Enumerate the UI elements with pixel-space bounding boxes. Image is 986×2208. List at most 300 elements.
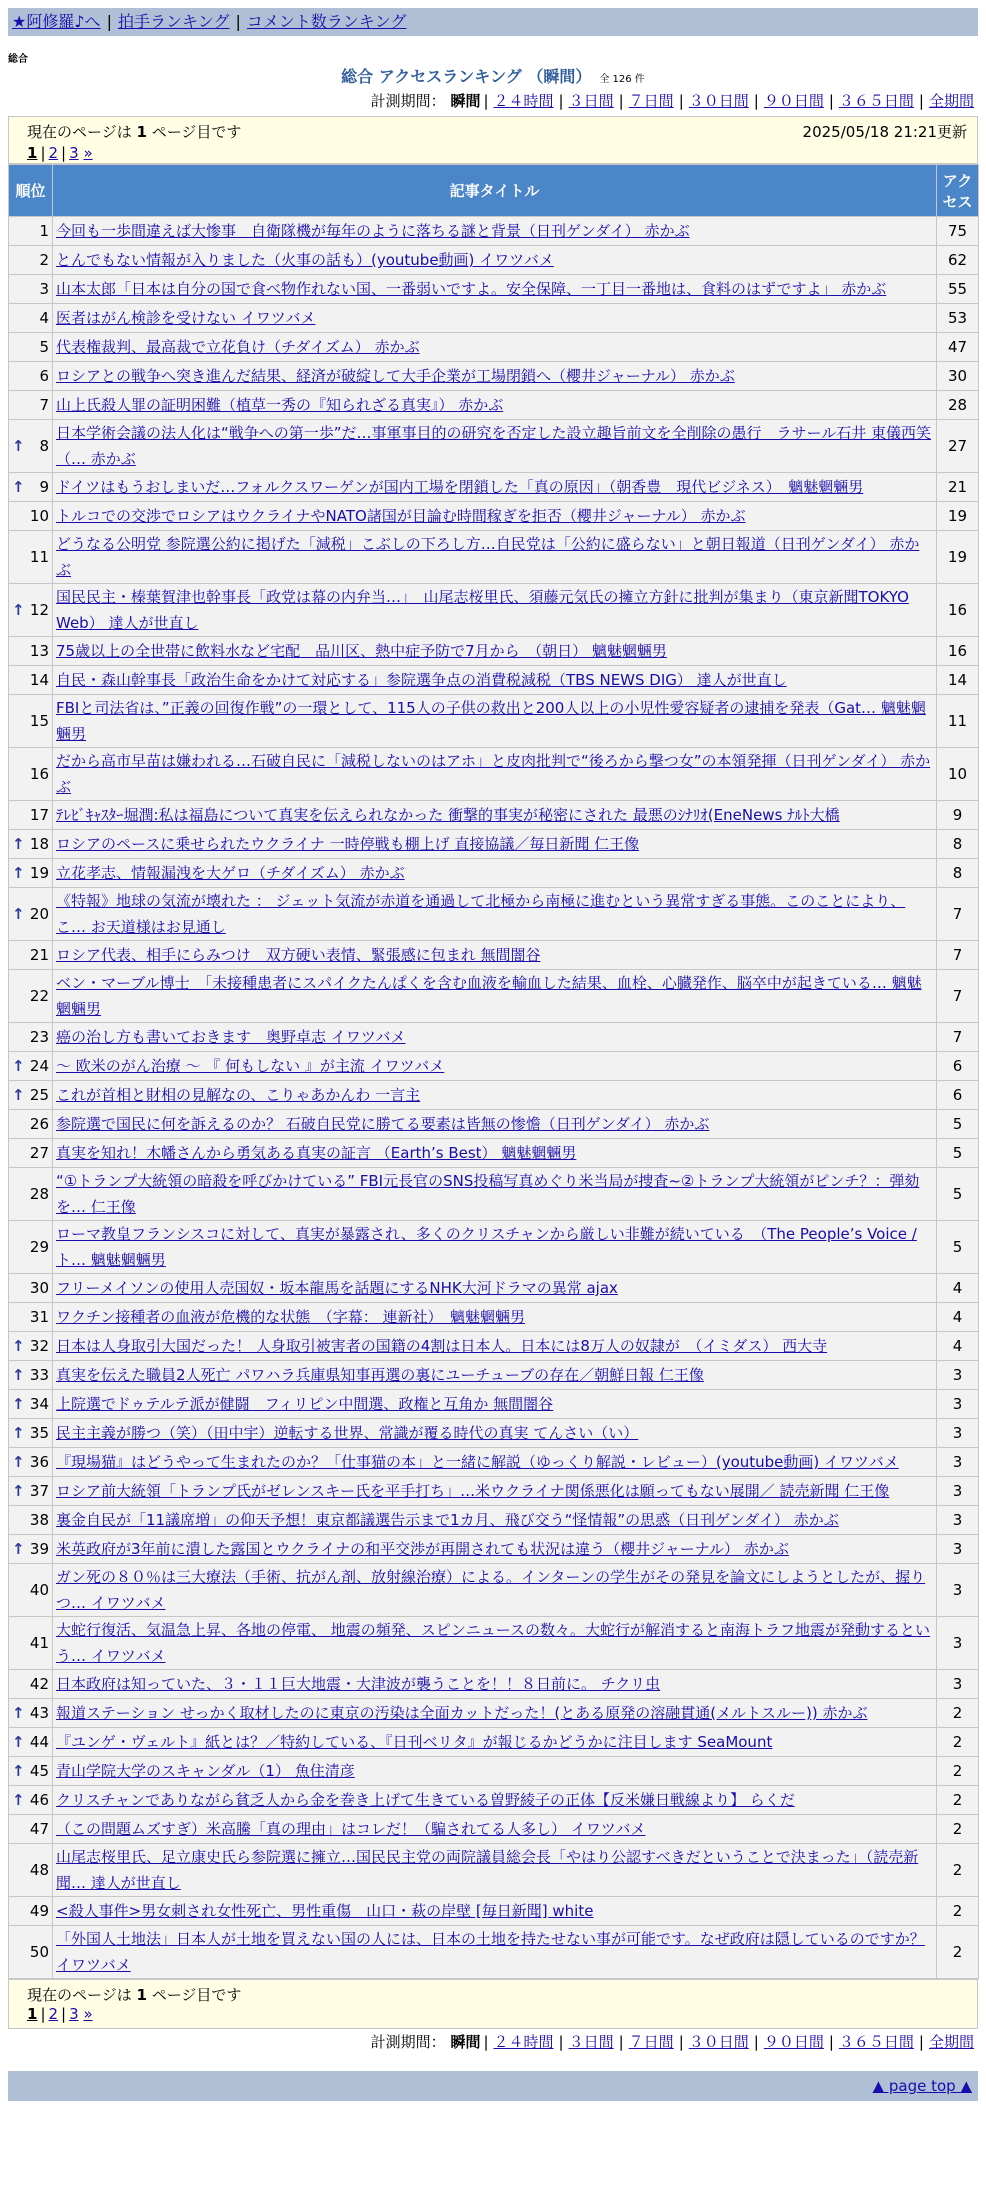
table-row: [9, 1303, 979, 1332]
rank-number: 17: [29, 806, 49, 824]
period-link-30d[interactable]: ３０日間: [688, 92, 749, 110]
bottom-period-current: 瞬間: [450, 2033, 481, 2051]
table-row: [9, 970, 979, 1023]
access-count: 2: [937, 1728, 979, 1757]
rank-number: 27: [29, 1144, 49, 1162]
rank-cell: [9, 304, 53, 333]
section-tag: 総合: [8, 54, 28, 65]
rank-number: 44: [29, 1733, 49, 1751]
title-cell: [53, 584, 937, 637]
article-link[interactable]: 今回も一歩間違えば大惨事 自衛隊機が毎年のように落ちる謎と背景（日刊ゲンダイ） 赤かぶ: [56, 222, 690, 240]
article-link[interactable]: ローマ教皇フランシスコに対して、真実が暴露され、多くのクリスチャンから厳しい非難が続いている （The People’s Voice / ト… 魑魅魍魎男: [56, 1225, 917, 1269]
table-row: [9, 275, 979, 304]
article-link[interactable]: 医者はがん検診を受けない イワツバメ: [56, 309, 316, 327]
title-cell: [53, 333, 937, 362]
period-link-24h[interactable]: ２４時間: [493, 92, 554, 110]
page-link-3[interactable]: 3: [69, 144, 79, 162]
access-count: 21: [937, 473, 979, 502]
rank-number: 31: [29, 1308, 49, 1326]
access-count: 5: [937, 1221, 979, 1274]
rank-up-arrow-icon: ↑: [12, 1057, 25, 1075]
rank-number: 26: [29, 1115, 49, 1133]
column-header-title: 記事タイトル: [53, 165, 937, 217]
access-count: 5: [937, 1139, 979, 1168]
period-label: 計測期間：: [370, 92, 446, 110]
separator: |: [235, 12, 241, 31]
rank-cell: [9, 1023, 53, 1052]
access-count: 2: [937, 1786, 979, 1815]
rank-cell: [9, 1303, 53, 1332]
article-link[interactable]: 自民・森山幹事長「政治生命をかけて対応する」参院選争点の消費税減税（TBS NEWS DIG） 達人が世直し: [56, 671, 787, 689]
rank-cell: [9, 666, 53, 695]
access-count: 3: [937, 1419, 979, 1448]
rank-number: 24: [29, 1057, 49, 1075]
rank-cell: [9, 333, 53, 362]
title-cell: [53, 1110, 937, 1139]
pagination: 1 | 2 | 3 »: [27, 144, 93, 162]
article-link[interactable]: 報道ステーション せっかく取材したのに東京の汚染は全面カットだった！(とある原発の溶融貫通(メルトスルー)) 赤かぶ: [56, 1704, 868, 1722]
title-cell: [53, 748, 937, 801]
rank-up-arrow-icon: ↑: [12, 1086, 25, 1104]
bottom-page-next-link[interactable]: »: [83, 2005, 93, 2023]
table-row: [9, 1023, 979, 1052]
access-count: 7: [937, 1023, 979, 1052]
rank-number: 21: [29, 946, 49, 964]
title-cell: [53, 1081, 937, 1110]
title-cell: [53, 801, 937, 830]
title-cell: [53, 420, 937, 473]
bottom-pagination: 1 | 2 | 3 »: [27, 2005, 93, 2023]
table-row: [9, 1926, 979, 1979]
rank-cell: [9, 246, 53, 275]
access-count: 2: [937, 1897, 979, 1926]
access-count: 53: [937, 304, 979, 333]
access-count: 3: [937, 1448, 979, 1477]
title-cell: [53, 246, 937, 275]
article-link[interactable]: これが首相と財相の見解なの、こりゃあかんわ 一言主: [56, 1086, 421, 1104]
rank-number: 3: [39, 280, 49, 298]
ranking-rows: [9, 217, 979, 1979]
article-link[interactable]: 「外国人土地法」日本人が土地を買えない国の人には、日本の土地を持たせない事が可能です。なぜ政府は隠しているのですか？ イワツバメ: [56, 1930, 925, 1974]
rank-cell: [9, 695, 53, 748]
column-header-rank: 順位: [9, 165, 53, 217]
table-row: [9, 1221, 979, 1274]
period-link-365d[interactable]: ３６５日間: [838, 92, 914, 110]
nav-link-comment-ranking[interactable]: コメント数ランキング: [246, 12, 407, 31]
bottom-period-link-all[interactable]: 全期間: [928, 2033, 974, 2051]
article-link[interactable]: ロシアとの戦争へ突き進んだ結果、経済が破綻して大手企業が工場閉鎖へ（櫻井ジャーナル） 赤かぶ: [56, 367, 735, 385]
rank-number: 22: [29, 987, 49, 1005]
article-link[interactable]: 《特報》地球の気流が壊れた ： ジェット気流が赤道を通過して北極から南極に進むという異常すぎる事態。このことにより、こ… お天道様はお見通し: [56, 892, 906, 936]
article-link[interactable]: 国民民主・榛葉賀津也幹事長「政党は幕の内弁当…」 山尾志桜里氏、須藤元気氏の擁立方針に批判が集まり（東京新聞TOKYO Web） 達人が世直し: [56, 588, 909, 632]
rank-up-arrow-icon: ↑: [12, 1540, 25, 1558]
access-count: 75: [937, 217, 979, 246]
table-row: [9, 246, 979, 275]
article-link[interactable]: どうなる公明党 参院選公約に掲げた「減税」こぶしの下ろし方…自民党は「公約に盛らない」と朝日報道（日刊ゲンダイ） 赤かぶ: [56, 535, 920, 579]
table-row: [9, 420, 979, 473]
rank-cell: [9, 531, 53, 584]
table-row: [9, 1617, 979, 1670]
title-cell: [53, 1448, 937, 1477]
rank-up-arrow-icon: ↑: [12, 1791, 25, 1809]
article-link[interactable]: だから高市早苗は嫌われる…石破自民に「減税しないのはアホ」と皮肉批判で“後ろから撃つ女”の本領発揮（日刊ゲンダイ） 赤かぶ: [56, 752, 931, 796]
rank-number: 1: [39, 222, 49, 240]
rank-cell: [9, 502, 53, 531]
rank-cell: [9, 941, 53, 970]
table-row: [9, 1448, 979, 1477]
access-count: 9: [937, 801, 979, 830]
rank-number: 34: [29, 1395, 49, 1413]
access-count: 3: [937, 1477, 979, 1506]
rank-number: 46: [29, 1791, 49, 1809]
rank-cell: [9, 584, 53, 637]
rank-up-arrow-icon: ↑: [12, 905, 25, 923]
article-link[interactable]: 米英政府が3年前に潰した露国とウクライナの和平交渉が再開されても状況は違う（櫻井ジャーナル） 赤かぶ: [56, 1540, 789, 1558]
rank-cell: [9, 1815, 53, 1844]
rank-up-arrow-icon: ↑: [12, 1337, 25, 1355]
rank-number: 40: [29, 1581, 49, 1599]
rank-cell: [9, 473, 53, 502]
table-row: [9, 888, 979, 941]
access-count: 4: [937, 1332, 979, 1361]
table-row: [9, 1897, 979, 1926]
article-link[interactable]: 75歳以上の全世帯に飲料水など宅配 品川区、熱中症予防で7月から （朝日） 魑魅魍魎男: [56, 642, 667, 660]
article-link[interactable]: 癌の治し方も書いておきます 奥野卓志 イワツバメ: [56, 1028, 406, 1046]
article-link[interactable]: フリーメイソンの使用人売国奴・坂本龍馬を話題にするNHK大河ドラマの異常 ajax: [56, 1279, 618, 1297]
title-cell: [53, 1506, 937, 1535]
article-link[interactable]: 山上氏殺人罪の証明困難（植草一秀の『知られざる真実』） 赤かぶ: [56, 396, 504, 414]
title-cell: [53, 531, 937, 584]
table-row: [9, 1390, 979, 1419]
table-row: [9, 1757, 979, 1786]
article-link[interactable]: ガン死の８０％は三大療法（手術、抗がん剤、放射線治療）による。インターンの学生がその発見を論文にしようとしたが、握りつ… イワツバメ: [56, 1568, 926, 1612]
article-link[interactable]: ﾃﾚﾋﾞｷｬｽﾀｰ堀潤:私は福島について真実を伝えられなかった 衝撃的事実が秘密にされた 最悪のｼﾅﾘｵ(EneNews ﾅﾙﾄ大橋: [56, 806, 840, 824]
table-row: [9, 1728, 979, 1757]
page-info-box: [8, 116, 978, 164]
nav-link-asyura-home[interactable]: ★阿修羅♪へ: [12, 12, 101, 31]
title-cell: [53, 888, 937, 941]
bottom-period-link-7d[interactable]: ７日間: [628, 2033, 674, 2051]
access-count: 3: [937, 1564, 979, 1617]
title-cell: [53, 830, 937, 859]
access-count: 16: [937, 637, 979, 666]
table-row: [9, 801, 979, 830]
title-cell: [53, 1361, 937, 1390]
article-link[interactable]: 青山学院大学のスキャンダル（1） 魚住清彦: [56, 1762, 355, 1780]
period-link-all[interactable]: 全期間: [928, 92, 974, 110]
rank-number: 48: [29, 1861, 49, 1879]
access-count: 55: [937, 275, 979, 304]
table-row: [9, 1419, 979, 1448]
title-cell: [53, 695, 937, 748]
article-link[interactable]: 上院選でドゥテルテ派が健闘 フィリピン中間選、政権と互角か 無間闇谷: [56, 1395, 554, 1413]
title-cell: [53, 1419, 937, 1448]
article-link[interactable]: 日本学術会議の法人化は“戦争への第一歩”だ…事軍事目的の研究を否定した設立趣旨前文を全削除の愚行 ラサール石井 東儀西笑（… 赤かぶ: [56, 424, 932, 468]
rank-up-arrow-icon: ↑: [12, 1733, 25, 1751]
rank-cell: [9, 970, 53, 1023]
rank-number: 42: [29, 1675, 49, 1693]
rank-up-arrow-icon: ↑: [12, 1453, 25, 1471]
page-next-link[interactable]: »: [83, 144, 93, 162]
rank-number: 49: [29, 1902, 49, 1920]
rank-cell: [9, 1332, 53, 1361]
bottom-period-link-24h[interactable]: ２４時間: [493, 2033, 554, 2051]
period-link-7d[interactable]: ７日間: [628, 92, 674, 110]
article-link[interactable]: 日本は人身取引大国だった！ 人身取引被害者の国籍の4割は日本人。日本には8万人の奴隷が （イミダス） 西大寺: [56, 1337, 828, 1355]
article-link[interactable]: ワクチン接種者の血液が危機的な状態 （字幕： 連新社） 魑魅魍魎男: [56, 1308, 526, 1326]
top-navigation: [8, 8, 978, 36]
article-link[interactable]: クリスチャンでありながら貧乏人から金を巻き上げて生きている曽野綾子の正体【反米嫌日戦線より】 らくだ: [56, 1791, 795, 1809]
rank-cell: [9, 1477, 53, 1506]
rank-cell: [9, 859, 53, 888]
article-link[interactable]: 代表権裁判、最高裁で立花負け（チダイズム） 赤かぶ: [56, 338, 420, 356]
rank-cell: [9, 391, 53, 420]
access-count: 2: [937, 1926, 979, 1979]
article-link[interactable]: とんでもない情報が入りました（火事の話も）(youtube動画) イワツバメ: [56, 251, 554, 269]
rank-cell: [9, 637, 53, 666]
title-cell: [53, 275, 937, 304]
access-count: 16: [937, 584, 979, 637]
table-row: [9, 1699, 979, 1728]
table-row: [9, 637, 979, 666]
table-row: [9, 217, 979, 246]
article-link[interactable]: 真実を伝えた職員2人死亡 パワハラ兵庫県知事再選の裏にユーチューブの存在／朝鮮日報 仁王像: [56, 1366, 704, 1384]
period-link-90d[interactable]: ９０日間: [763, 92, 824, 110]
title-cell: [53, 304, 937, 333]
title-cell: [53, 1332, 937, 1361]
table-row: [9, 1168, 979, 1221]
rank-number: 38: [29, 1511, 49, 1529]
title-cell: [53, 1815, 937, 1844]
rank-number: 29: [29, 1238, 49, 1256]
rank-number: 4: [39, 309, 49, 327]
access-count: 2: [937, 1757, 979, 1786]
rank-number: 12: [29, 601, 49, 619]
rank-up-arrow-icon: ↑: [12, 1366, 25, 1384]
rank-number: 13: [29, 642, 49, 660]
rank-number: 32: [29, 1337, 49, 1355]
article-link[interactable]: ～ 欧米のがん治療 ～ 『 何もしない 』が主流 イワツバメ: [56, 1057, 445, 1075]
article-link[interactable]: 山本太郎「日本は自分の国で食べ物作れない国、一番弱いですよ。安全保障、一丁目一番地は、食料のはずですよ」 赤かぶ: [56, 280, 887, 298]
table-row: [9, 859, 979, 888]
access-count: 5: [937, 1110, 979, 1139]
article-link[interactable]: 裏金自民が「11議席増」の仰天予想！東京都議選告示まで1カ月、飛び交う“怪情報”の思惑（日刊ゲンダイ） 赤かぶ: [56, 1511, 839, 1529]
rank-cell: [9, 1757, 53, 1786]
access-count: 7: [937, 888, 979, 941]
rank-up-arrow-icon: ↑: [12, 1395, 25, 1413]
rank-cell: [9, 1139, 53, 1168]
article-link[interactable]: 参院選で国民に何を訴えるのか？ 石破自民党に勝てる要素は皆無の惨憺（日刊ゲンダイ） 赤かぶ: [56, 1115, 710, 1133]
rank-up-arrow-icon: ↑: [12, 835, 25, 853]
rank-cell: [9, 1670, 53, 1699]
updated-timestamp: 2025/05/18 21:21更新: [802, 123, 967, 141]
table-row: [9, 1110, 979, 1139]
rank-cell: [9, 1699, 53, 1728]
bottom-period-label: 計測期間：: [370, 2033, 446, 2051]
separator: |: [106, 12, 112, 31]
table-row: [9, 695, 979, 748]
table-row: [9, 1506, 979, 1535]
access-count: 6: [937, 1081, 979, 1110]
title-cell: [53, 1786, 937, 1815]
article-link[interactable]: 日本政府は知っていた、３・１１巨大地震・大津波が襲うことを！！８日前に。 チクリ虫: [56, 1675, 661, 1693]
rank-cell: [9, 830, 53, 859]
article-link[interactable]: FBIと司法省は、”正義の回復作戦”の一環として、115人の子供の救出と200人以上の小児性愛容疑者の逮捕を発表（Gat… 魑魅魍魎男: [56, 699, 926, 743]
rank-number: 5: [39, 338, 49, 356]
article-link[interactable]: ロシア代表、相手にらみつけ 双方硬い表情、緊張感に包まれ 無間闇谷: [56, 946, 541, 964]
rank-cell: [9, 1535, 53, 1564]
table-row: [9, 830, 979, 859]
access-count: 47: [937, 333, 979, 362]
access-count: 7: [937, 941, 979, 970]
title-cell: [53, 1670, 937, 1699]
table-row: [9, 1786, 979, 1815]
article-link[interactable]: “①トランプ大統領の暗殺を呼びかけている” FBI元長官のSNS投稿写真めぐり米当局が捜査~②トランプ大統領がピンチ？：弾劾を… 仁王像: [56, 1172, 920, 1216]
bottom-period-link-3d[interactable]: ３日間: [568, 2033, 614, 2051]
rank-number: 19: [29, 864, 49, 882]
rank-cell: [9, 1419, 53, 1448]
rank-number: 28: [29, 1185, 49, 1203]
rank-number: 7: [39, 396, 49, 414]
rank-cell: [9, 748, 53, 801]
article-link[interactable]: トルコでの交渉でロシアはウクライナやNATO諸国が目論む時間稼ぎを拒否（櫻井ジャーナル） 赤かぶ: [56, 507, 746, 525]
title-cell: [53, 1844, 937, 1897]
rank-cell: [9, 1221, 53, 1274]
rank-cell: [9, 1844, 53, 1897]
current-page-status: 現在のページは 1 ページ目です: [27, 123, 242, 141]
page-title: 総合 アクセスランキング （瞬間）: [341, 67, 592, 86]
table-row: [9, 502, 979, 531]
rank-cell: [9, 1361, 53, 1390]
table-row: [9, 1535, 979, 1564]
rank-up-arrow-icon: ↑: [12, 601, 25, 619]
rank-up-arrow-icon: ↑: [12, 437, 25, 455]
title-cell: [53, 1926, 937, 1979]
rank-number: 6: [39, 367, 49, 385]
article-link[interactable]: 立花孝志、情報漏洩を大ゲロ（チダイズム） 赤かぶ: [56, 864, 405, 882]
article-link[interactable]: 民主主義が勝つ（笑）（田中宇）逆転する世界、常識が覆る時代の真実 てんさい（い）: [56, 1424, 639, 1442]
rank-number: 39: [29, 1540, 49, 1558]
bottom-page-link-3[interactable]: 3: [69, 2005, 79, 2023]
article-link[interactable]: 『ユンゲ・ヴェルト』紙とは？／特約している、『日刊ベリタ』が報じるかどうかに注目します SeaMount: [56, 1733, 773, 1751]
access-count: 3: [937, 1506, 979, 1535]
title-cell: [53, 1699, 937, 1728]
access-count: 2: [937, 1844, 979, 1897]
ranking-table: [8, 164, 979, 1979]
article-link[interactable]: ロシアのペースに乗せられたウクライナ 一時停戦も棚上げ 直接協議／毎日新聞 仁王像: [56, 835, 640, 853]
article-link[interactable]: <殺人事件>男女刺され女性死亡、男性重傷 山口・萩の岸壁 [毎日新聞] white: [56, 1902, 594, 1920]
title-cell: [53, 1274, 937, 1303]
title-cell: [53, 217, 937, 246]
access-count: 30: [937, 362, 979, 391]
table-row: [9, 666, 979, 695]
rank-cell: [9, 420, 53, 473]
rank-cell: [9, 1448, 53, 1477]
bottom-page-current: 1: [27, 2005, 38, 2023]
access-count: 28: [937, 391, 979, 420]
rank-cell: [9, 1897, 53, 1926]
bottom-period-link-90d[interactable]: ９０日間: [763, 2033, 824, 2051]
access-count: 19: [937, 502, 979, 531]
rank-number: 37: [29, 1482, 49, 1500]
access-count: 8: [937, 859, 979, 888]
access-count: 4: [937, 1274, 979, 1303]
bottom-page-link-2[interactable]: 2: [48, 2005, 59, 2023]
access-count: 3: [937, 1535, 979, 1564]
article-link[interactable]: 山尾志桜里氏、足立康史氏ら参院選に擁立…国民民主党の両院議員総会長「やはり公認すべきだということで決まった」（読売新聞… 達人が世直し: [56, 1848, 919, 1892]
period-current: 瞬間: [450, 92, 481, 110]
rank-number: 11: [29, 548, 49, 566]
rank-cell: [9, 1081, 53, 1110]
title-cell: [53, 1757, 937, 1786]
column-header-access: アクセス: [937, 165, 979, 217]
rank-cell: [9, 1052, 53, 1081]
nav-link-clap-ranking[interactable]: 拍手ランキング: [117, 12, 230, 31]
title-cell: [53, 502, 937, 531]
page-top-link[interactable]: ▲ page top ▲: [872, 2077, 972, 2095]
rank-cell: [9, 362, 53, 391]
article-link[interactable]: （この問題ムズすぎ）米高騰「真の理由」はコレだ！（騙されてる人多し） イワツバメ: [56, 1820, 646, 1838]
article-link[interactable]: ドイツはもうおしまいだ…フォルクスワーゲンが国内工場を閉鎖した「真の原因」（朝香豊 現代ビジネス） 魑魅魍魎男: [56, 478, 864, 496]
table-row: [9, 1477, 979, 1506]
rank-number: 45: [29, 1762, 49, 1780]
rank-cell: [9, 1728, 53, 1757]
title-cell: [53, 1139, 937, 1168]
bottom-period-link-30d[interactable]: ３０日間: [688, 2033, 749, 2051]
page-current: 1: [27, 144, 38, 162]
table-row: [9, 584, 979, 637]
access-count: 10: [937, 748, 979, 801]
rank-cell: [9, 1506, 53, 1535]
rank-cell: [9, 1390, 53, 1419]
table-row: [9, 1139, 979, 1168]
table-row: [9, 748, 979, 801]
rank-number: 23: [29, 1028, 49, 1046]
title-cell: [53, 970, 937, 1023]
article-link[interactable]: 大蛇行復活、気温急上昇、各地の停電、 地震の頻発、スピンニュースの数々。大蛇行が解消すると南海トラフ地震が発動するという… イワツバメ: [56, 1621, 931, 1665]
rank-number: 36: [29, 1453, 49, 1471]
table-row: [9, 941, 979, 970]
bottom-period-link-365d[interactable]: ３６５日間: [838, 2033, 914, 2051]
article-link[interactable]: 真実を知れ！木幡さんから勇気ある真実の証言 （Earth’s Best） 魑魅魍魎男: [56, 1144, 577, 1162]
article-link[interactable]: ロシア前大統領「トランプ氏がゼレンスキー氏を平手打ち」…米ウクライナ関係悪化は願ってもない展開／ 読売新聞 仁王像: [56, 1482, 890, 1500]
access-count: 2: [937, 1815, 979, 1844]
table-row: [9, 1081, 979, 1110]
rank-cell: [9, 1110, 53, 1139]
rank-up-arrow-icon: ↑: [12, 1424, 25, 1442]
rank-number: 10: [29, 507, 49, 525]
table-row: [9, 1844, 979, 1897]
article-link[interactable]: ベン・マーブル博士 「未接種患者にスパイクたんぱくを含む血液を輸血した結果、血栓、心臓発作、脳卒中が起きている… 魑魅魍魎男: [56, 974, 922, 1018]
table-row: [9, 391, 979, 420]
table-row: [9, 1332, 979, 1361]
rank-number: 47: [29, 1820, 49, 1838]
table-row: [9, 1564, 979, 1617]
period-link-3d[interactable]: ３日間: [568, 92, 614, 110]
rank-cell: [9, 1926, 53, 1979]
rank-number: 33: [29, 1366, 49, 1384]
table-row: [9, 473, 979, 502]
rank-cell: [9, 1617, 53, 1670]
table-row: [9, 1670, 979, 1699]
title-cell: [53, 1052, 937, 1081]
rank-cell: [9, 1564, 53, 1617]
article-link[interactable]: 『現場猫』はどうやって生まれたのか？「仕事猫の本」と一緒に解説（ゆっくり解説・レビュー）(youtube動画) イワツバメ: [56, 1453, 899, 1471]
access-count: 14: [937, 666, 979, 695]
access-count: 27: [937, 420, 979, 473]
page-link-2[interactable]: 2: [48, 144, 59, 162]
title-cell: [53, 1221, 937, 1274]
